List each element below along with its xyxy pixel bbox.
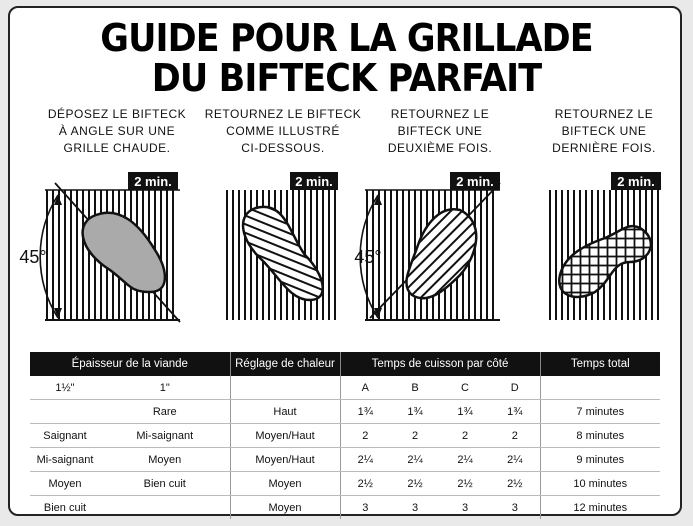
step-3-line-1: RETOURNEZ LE [390, 107, 490, 121]
table-cell: 3 [461, 501, 469, 514]
table-cell: Moyen [230, 472, 340, 496]
table-cell: D [490, 376, 540, 400]
table-cell: Saignant [30, 424, 100, 448]
step-4-line-3: DERNIÈRE FOIS. [552, 141, 656, 155]
steak-4 [559, 226, 651, 297]
table-cell: 2½ [490, 472, 540, 496]
step-2-line-1: RETOURNEZ LE BIFTECK [204, 107, 362, 121]
grill-panel-4 [550, 172, 661, 320]
grill-panel-1 [19, 172, 180, 322]
step-2-line-2: COMME ILLUSTRÉ [226, 124, 340, 138]
table-cell: Moyen/Haut [230, 424, 340, 448]
table-cell: 1¾ [390, 400, 440, 424]
table-cell: 2 [440, 424, 490, 448]
table-cell: 2 [340, 424, 390, 448]
table-cell: A [340, 376, 390, 400]
table-cell: 10 minutes [540, 472, 660, 496]
table-cell: Moyen [30, 472, 100, 496]
table-cell [540, 376, 660, 400]
angle-label-1: 45° [19, 247, 47, 267]
table-cell: 1¾ [340, 400, 390, 424]
table-cell [230, 376, 340, 400]
table-cell: 2¼ [440, 448, 490, 472]
table-cell: B [390, 376, 440, 400]
table-row [30, 496, 660, 520]
table-cell: 2 [490, 424, 540, 448]
header-thickness: Épaisseur de la viande [30, 352, 230, 376]
table-cell [100, 496, 230, 520]
step-1-line-1: DÉPOSEZ LE BIFTECK [47, 107, 187, 121]
table-cell: 2¼ [390, 448, 440, 472]
time-label-3: 2 min. [456, 174, 494, 189]
table-cell: Mi-saignant [100, 424, 230, 448]
table-cell: 1¾ [440, 400, 490, 424]
cooking-time-table [30, 352, 660, 519]
table-cell: Moyen [230, 496, 340, 520]
table-cell: 1½" [30, 376, 100, 400]
title-line-1: GUIDE POUR LA GRILLADE [100, 16, 593, 60]
step-1-line-2: À ANGLE SUR UNE [58, 124, 176, 138]
table-cell: 3 [411, 501, 419, 514]
table-cell: Rare [100, 400, 230, 424]
grill-panel-2 [227, 172, 338, 320]
step-4-line-1: RETOURNEZ LE [554, 107, 654, 121]
table-cell: Bien cuit [100, 472, 230, 496]
step-4-line-2: BIFTECK UNE [561, 124, 647, 138]
step-3-line-2: BIFTECK UNE [397, 124, 483, 138]
table-subheader-row [30, 376, 660, 400]
steak-3 [406, 209, 476, 298]
table-cell: 2¼ [490, 448, 540, 472]
table-cell: 12 minutes [573, 501, 628, 514]
header-total-time: Temps total [540, 352, 660, 376]
table-cell: Mi-saignant [30, 448, 100, 472]
table-cell: 3 [490, 496, 540, 520]
step-3-line-3: DEUXIÈME FOIS. [387, 141, 493, 155]
angle-label-3: 45° [354, 247, 382, 267]
table-cell: 2½ [340, 472, 390, 496]
time-label-2: 2 min. [295, 174, 333, 189]
grill-panel-3 [354, 172, 500, 320]
table-cell [30, 400, 100, 424]
table-cell: 1" [100, 376, 230, 400]
table-cell: 1¾ [490, 400, 540, 424]
header-cook-time-per-side: Temps de cuisson par côté [340, 352, 540, 376]
table-row [30, 448, 660, 472]
table-row [30, 472, 660, 496]
table-cell: Bien cuit [43, 501, 87, 514]
table-row [30, 400, 660, 424]
header-heat-setting: Réglage de chaleur [230, 352, 340, 376]
step-1-line-3: GRILLE CHAUDE. [63, 141, 171, 155]
table-cell: 9 minutes [540, 448, 660, 472]
table-cell: Moyen/Haut [230, 448, 340, 472]
step-2-line-3: CI-DESSOUS. [241, 141, 325, 155]
title-line-2: DU BIFTECK PARFAIT [151, 56, 542, 100]
table-cell: 2½ [440, 472, 490, 496]
table-row [30, 424, 660, 448]
table-cell: Haut [230, 400, 340, 424]
table-cell: C [440, 376, 490, 400]
table-cell: 7 minutes [540, 400, 660, 424]
table-cell: 2 [390, 424, 440, 448]
table-cell: 3 [362, 501, 369, 514]
time-label-4: 2 min. [617, 174, 655, 189]
time-label-1: 2 min. [134, 174, 172, 189]
table-cell: 2¼ [340, 448, 390, 472]
table-cell: Moyen [100, 448, 230, 472]
table-cell: 8 minutes [540, 424, 660, 448]
table-cell: 2½ [390, 472, 440, 496]
table-header-row [30, 352, 660, 376]
